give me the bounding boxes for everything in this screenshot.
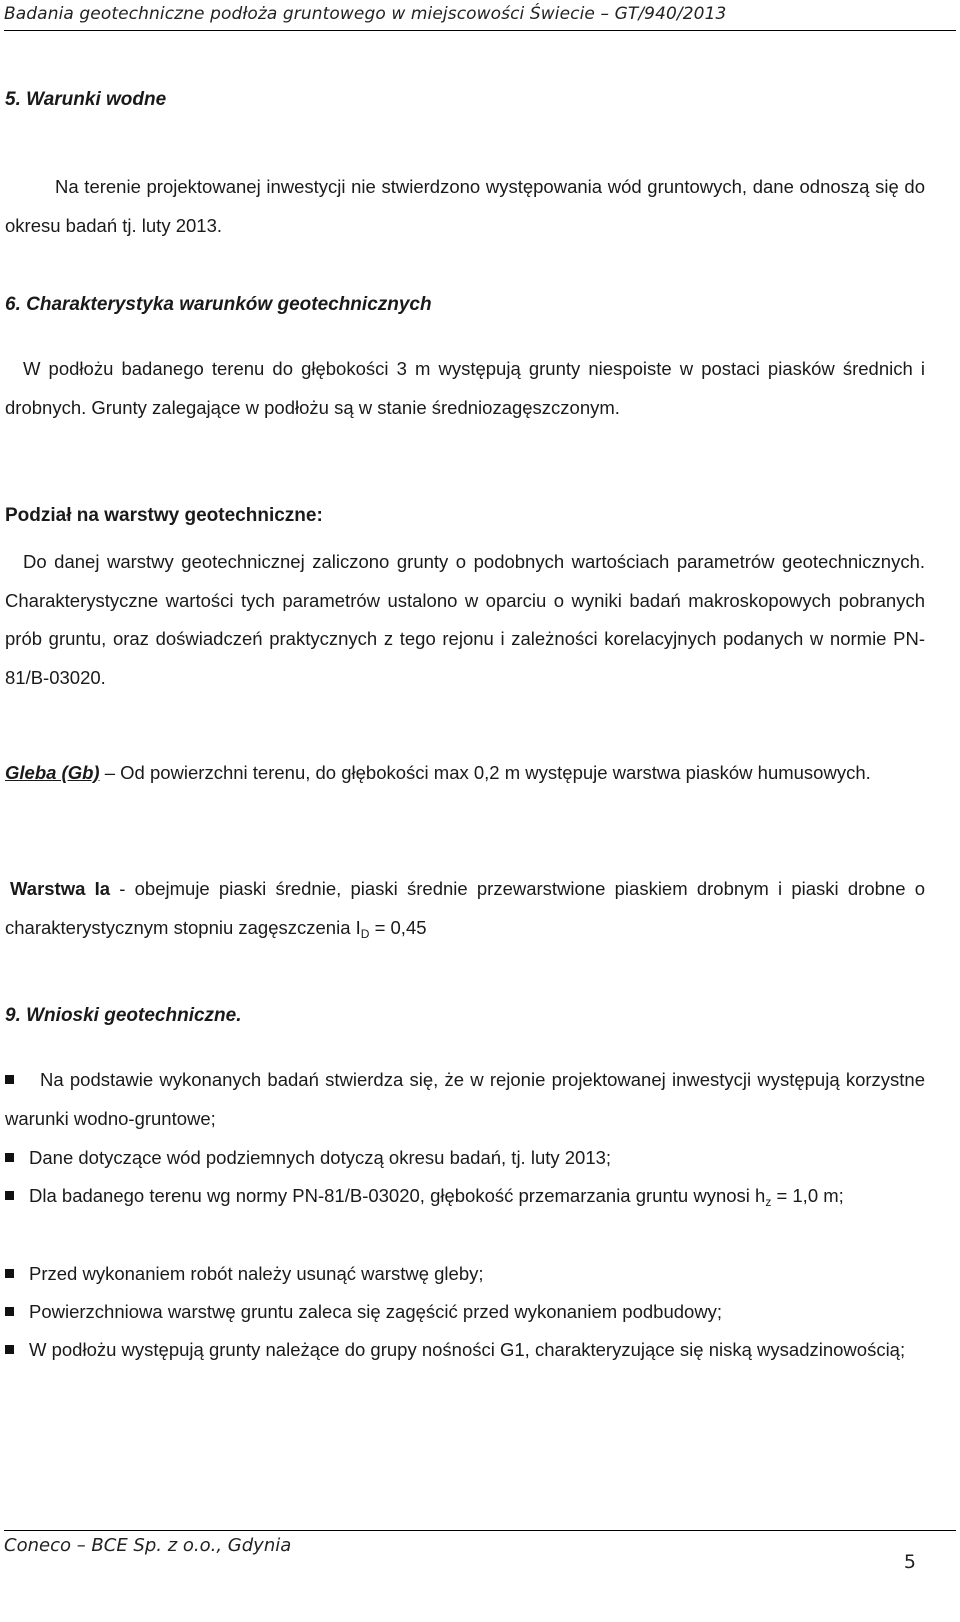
warstwa-tail: = 0,45 [369,916,427,938]
conclusion-item [5,1255,925,1294]
header-title: Badania geotechniczne podłoża gruntowego w miejscowości Świecie – GT/940/2013 [4,4,727,24]
gleba-label: Gleba (Gb) [5,762,100,783]
conclusion-item [5,1177,925,1216]
conclusion-text: Powierzchniowa warstwę gruntu zaleca się zagęścić przed wykonaniem podbudowy; [29,1301,723,1322]
division-paragraph: Do danej warstwy geotechnicznej zaliczono grunty o podobnych wartościach parametrów geotechnicznych. Charakterystyczne wartości tych parametrów ustalono w oparciu o wyniki badań makroskopowych pobranych prób gruntu, oraz doświadczeń praktycznych z tego rejonu i zależności korelacyjnych podanych w normie PN-81/B-03020. [5,551,925,688]
conclusion-item [5,1061,925,1138]
conclusion-item [5,1139,925,1178]
square-bullet-icon [5,1153,14,1162]
conclusion-tail: = 1,0 m; [771,1185,844,1206]
conclusion-text: Na podstawie wykonanych badań stwierdza się, że w rejonie projektowanej inwestycji występują korzystne warunki wodno-gruntowe; [5,1069,925,1129]
section-5-paragraph: Na terenie projektowanej inwestycji nie stwierdzono występowania wód gruntowych, dane odnoszą się do okresu badań tj. luty 2013. [5,176,925,236]
conclusion-text: Przed wykonaniem robót należy usunąć warstwę gleby; [29,1263,484,1284]
page-footer [4,1530,956,1573]
footer-company: Coneco – BCE Sp. z o.o., Gdynia [4,1535,292,1556]
conclusion-item [5,1331,925,1370]
warstwa-paragraph [5,870,925,947]
conclusion-text: W podłożu występują grunty należące do grupy nośności G1, charakteryzujące się niską wysadzinowością; [29,1339,906,1360]
page-header [4,0,956,31]
square-bullet-icon [5,1075,14,1084]
square-bullet-icon [5,1345,14,1354]
conclusion-text: Dla badanego terenu wg normy PN-81/B-03020, głębokość przemarzania gruntu wynosi h [29,1185,766,1206]
division-heading: Podział na warstwy geotechniczne: [5,505,323,526]
warstwa-text: - obejmuje piaski średnie, piaski średnie przewarstwione piaskiem drobnym i piaski drobne o charakterystycznym stopniu zagęszczenia I [5,878,925,938]
conclusion-item [5,1293,925,1332]
section-6-paragraph: W podłożu badanego terenu do głębokości 3 m występują grunty niespoiste w postaci piasków średnich i drobnych. Grunty zalegające w podłożu są w stanie średniozagęszczonym. [5,358,925,418]
square-bullet-icon [5,1269,14,1278]
section-6-heading: 6. Charakterystyka warunków geotechnicznych [5,294,432,315]
square-bullet-icon [5,1191,14,1200]
square-bullet-icon [5,1307,14,1316]
warstwa-subscript: D [360,926,370,941]
page-number: 5 [903,1551,916,1573]
warstwa-label: Warstwa Ia [10,878,111,899]
section-5-heading: 5. Warunki wodne [5,89,167,110]
conclusion-text: Dane dotyczące wód podziemnych dotyczą okresu badań, tj. luty 2013; [29,1147,612,1168]
gleba-text: – Od powierzchni terenu, do głębokości max 0,2 m występuje warstwa piasków humusowych. [99,762,871,783]
gleba-paragraph [5,754,925,793]
conclusion-subscript: z [765,1195,772,1209]
section-9-heading: 9. Wnioski geotechniczne. [5,1005,242,1026]
